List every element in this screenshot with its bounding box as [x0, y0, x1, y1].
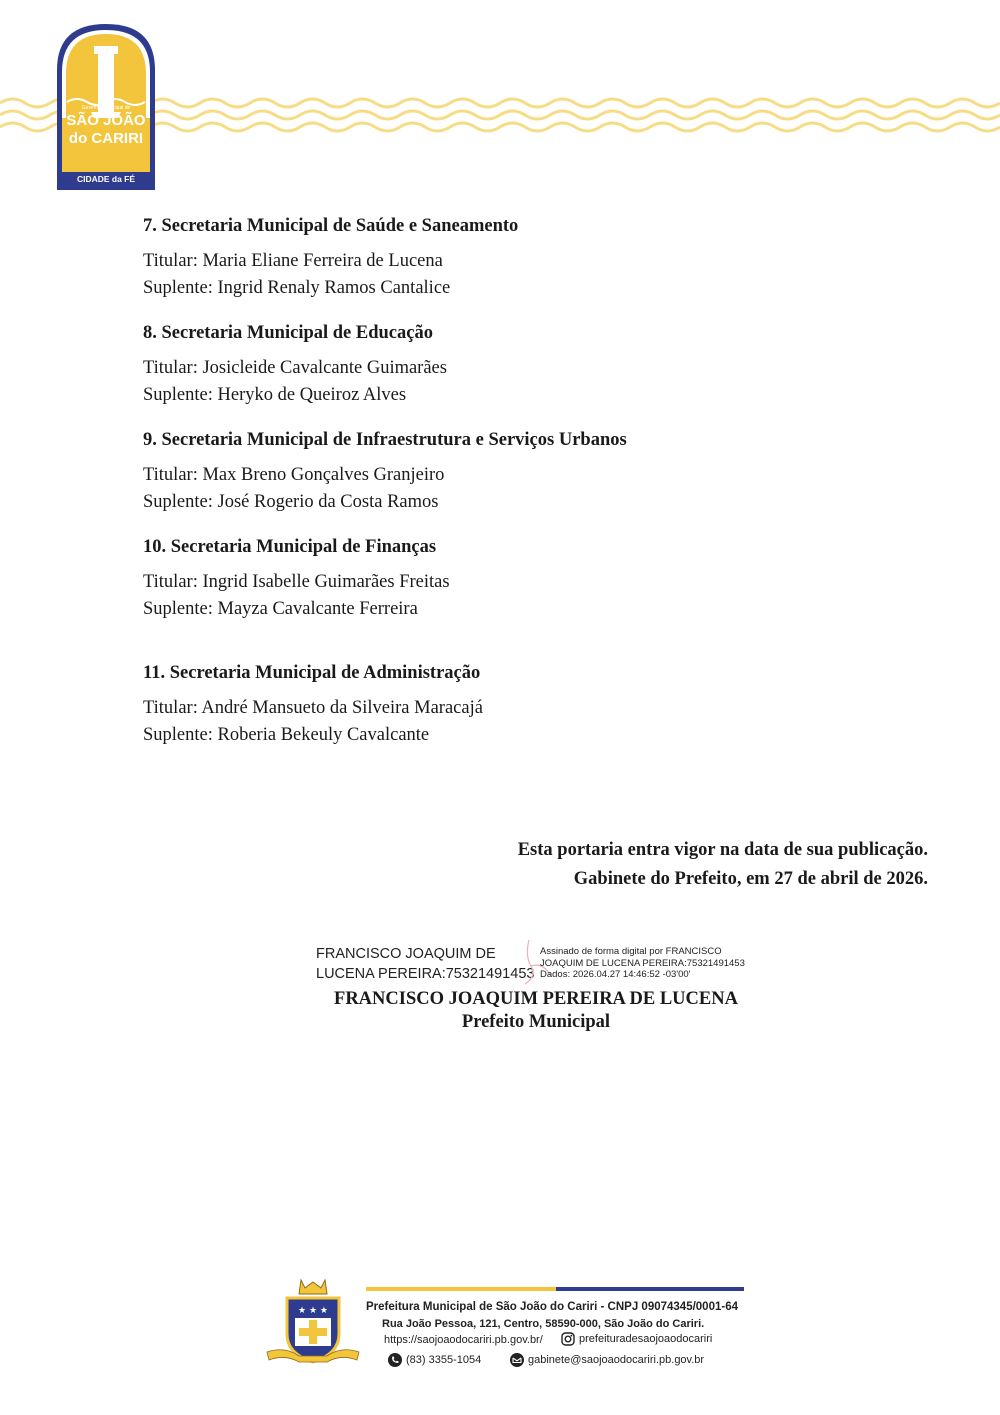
suplente-member: Suplente: Mayza Cavalcante Ferreira — [143, 599, 418, 619]
instagram-handle: prefeituradesaojoaodocariri — [579, 1333, 713, 1345]
section-title: 8. Secretaria Municipal de Educação — [143, 323, 433, 343]
signatory-name: FRANCISCO JOAQUIM PEREIRA DE LUCENA — [334, 989, 738, 1009]
footer-email[interactable] — [510, 1353, 704, 1367]
signatory-block — [286, 988, 786, 1034]
titular-member: Titular: Ingrid Isabelle Guimarães Freitas — [143, 572, 450, 592]
digital-signature-name — [316, 944, 534, 984]
closing-statement — [518, 836, 928, 894]
digital-signature-name-line1: FRANCISCO JOAQUIM DE — [316, 946, 496, 962]
digital-signature-metadata — [540, 946, 745, 981]
section-title: 7. Secretaria Municipal de Saúde e Saneamento — [143, 216, 519, 236]
digital-signature-name-line2: LUCENA PEREIRA:75321491453 — [316, 966, 535, 982]
document-body — [143, 214, 933, 768]
titular-member: Titular: Max Breno Gonçalves Granjeiro — [143, 465, 445, 485]
titular-member: Titular: André Mansueto da Silveira Maracajá — [143, 698, 483, 718]
footer-instagram[interactable] — [561, 1332, 712, 1346]
section-title: 9. Secretaria Municipal de Infraestrutura e Serviços Urbanos — [143, 430, 627, 450]
email-address: gabinete@saojoaodocariri.pb.gov.br — [528, 1354, 705, 1366]
secretariat-section — [143, 321, 933, 409]
email-icon — [510, 1353, 524, 1367]
section-title: 10. Secretaria Municipal de Finanças — [143, 537, 437, 557]
logo-government-label: Governo Municipal de — [81, 105, 131, 111]
footer-color-bar — [366, 1287, 744, 1291]
titular-member: Titular: Maria Eliane Ferreira de Lucena — [143, 251, 443, 271]
secretariat-section — [143, 661, 933, 749]
logo-city-line1: SÃO JOÃO — [66, 112, 146, 129]
suplente-member: Suplente: Heryko de Queiroz Alves — [143, 385, 407, 405]
secretariat-section — [143, 214, 933, 302]
secretariat-section — [143, 535, 933, 623]
suplente-member: Suplente: Ingrid Renaly Ramos Cantalice — [143, 278, 451, 298]
signature-meta-line1: Assinado de forma digital por FRANCISCO — [540, 946, 722, 957]
suplente-member: Suplente: Roberia Bekeuly Cavalcante — [143, 725, 430, 745]
titular-member: Titular: Josicleide Cavalcante Guimarães — [143, 358, 447, 378]
secretariat-section — [143, 428, 933, 516]
municipal-crest — [265, 1276, 361, 1366]
footer-cnpj-line: Prefeitura Municipal de São João do Cariri - CNPJ 09074345/0001-64 — [366, 1301, 738, 1313]
footer-phone[interactable] — [388, 1353, 481, 1367]
signatory-role: Prefeito Municipal — [461, 1012, 611, 1032]
footer-website-link[interactable]: https://saojoaodocariri.pb.gov.br/ — [384, 1334, 543, 1346]
phone-icon — [388, 1353, 402, 1367]
svg-text:★ ★ ★: ★ ★ ★ — [298, 1306, 328, 1316]
signature-meta-line2: JOAQUIM DE LUCENA PEREIRA:75321491453 — [540, 957, 745, 969]
signature-meta-line3: Dados: 2026.04.27 14:46:52 -03'00' — [540, 969, 691, 980]
closing-line-vigor: Esta portaria entra vigor na data de sua publicação. — [517, 840, 928, 860]
footer-address-line: Rua João Pessoa, 121, Centro, 58590-000, São João do Cariri. — [382, 1318, 705, 1330]
logo-motto: CIDADE da FÉ — [76, 174, 136, 184]
logo-city-line2: do CARIRI — [68, 130, 144, 147]
suplente-member: Suplente: José Rogerio da Costa Ramos — [143, 492, 439, 512]
phone-number: (83) 3355-1054 — [406, 1354, 482, 1366]
closing-line-date: Gabinete do Prefeito, em 27 de abril de 2026. — [573, 869, 928, 889]
instagram-icon — [561, 1332, 575, 1346]
section-title: 11. Secretaria Municipal de Administração — [143, 663, 481, 683]
footer-bar-navy — [556, 1287, 744, 1291]
footer-bar-yellow — [366, 1287, 556, 1291]
